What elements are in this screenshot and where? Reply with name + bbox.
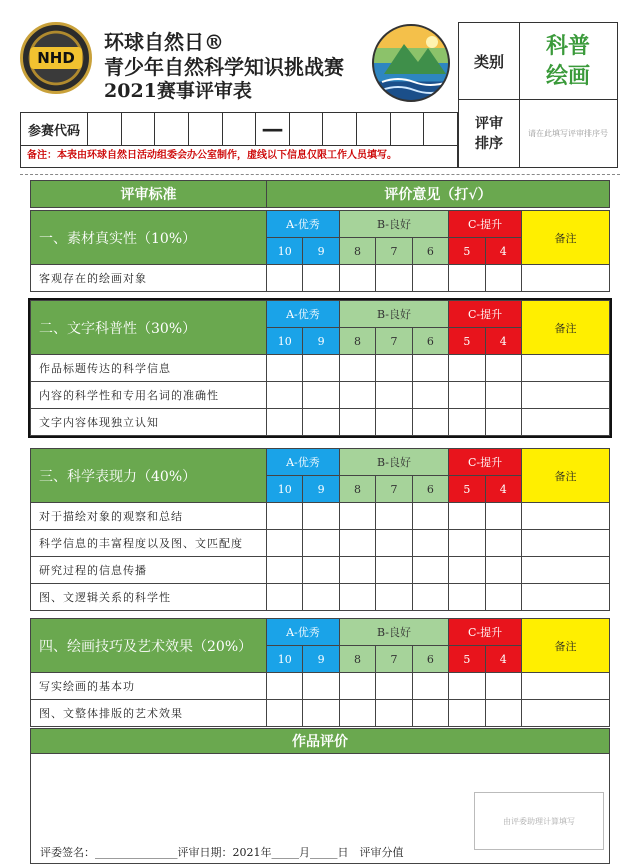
remark-cell[interactable]	[522, 409, 610, 436]
grade-c: C-提升	[449, 449, 522, 476]
criteria-row	[31, 355, 610, 382]
remark-cell[interactable]	[522, 355, 610, 382]
grade-a: A-优秀	[267, 449, 340, 476]
score-4: 4	[485, 328, 521, 355]
score-cell[interactable]	[485, 503, 521, 530]
score-5: 5	[449, 646, 485, 673]
score-cell[interactable]	[376, 673, 412, 700]
score-cell[interactable]	[339, 382, 375, 409]
criteria-item: 文字内容体现独立认知	[31, 409, 267, 436]
score-cell[interactable]	[485, 584, 521, 611]
criteria-item: 科学信息的丰富程度以及图、文匹配度	[31, 530, 267, 557]
score-cell[interactable]	[339, 409, 375, 436]
signature-line[interactable]: 评委签名：_______________评审日期：2021年_____月_____日 评审分值	[40, 846, 404, 859]
section-table	[30, 210, 610, 292]
remark-cell[interactable]	[522, 673, 610, 700]
score-cell[interactable]	[376, 700, 412, 727]
score-stamp-box: 由评委助理计算填写	[474, 792, 604, 850]
score-cell[interactable]	[303, 673, 339, 700]
score-8: 8	[339, 646, 375, 673]
criteria-row	[31, 584, 610, 611]
score-10: 10	[267, 238, 303, 265]
score-cell[interactable]	[267, 503, 303, 530]
score-cell[interactable]	[449, 355, 485, 382]
code-cell[interactable]	[424, 113, 457, 145]
score-cell[interactable]	[339, 530, 375, 557]
score-cell[interactable]	[485, 700, 521, 727]
rank-box	[458, 100, 618, 168]
score-cell[interactable]	[449, 557, 485, 584]
score-cell[interactable]	[412, 265, 448, 292]
score-cell[interactable]	[303, 503, 339, 530]
grade-a: A-优秀	[267, 619, 340, 646]
score-cell[interactable]	[412, 355, 448, 382]
criteria-row	[31, 557, 610, 584]
score-cell[interactable]	[303, 530, 339, 557]
staff-note: 备注：本表由环球自然日活动组委会办公室制作，虚线以下信息仅限工作人员填写。	[20, 146, 458, 168]
score-6: 6	[412, 646, 448, 673]
nature-emblem	[372, 24, 450, 102]
score-cell[interactable]	[267, 557, 303, 584]
score-cell[interactable]	[449, 503, 485, 530]
code-cell[interactable]	[155, 113, 189, 145]
criteria-row	[31, 673, 610, 700]
score-cell[interactable]	[376, 382, 412, 409]
score-cell[interactable]	[449, 265, 485, 292]
grade-c: C-提升	[449, 301, 522, 328]
category-label: 类别	[459, 23, 520, 99]
remark-cell[interactable]	[522, 530, 610, 557]
score-6: 6	[412, 238, 448, 265]
grade-b: B-良好	[339, 301, 448, 328]
grade-a: A-优秀	[267, 301, 340, 328]
grade-c: C-提升	[449, 619, 522, 646]
score-cell[interactable]	[485, 265, 521, 292]
criteria-row	[31, 382, 610, 409]
remark-header: 备注	[522, 301, 610, 355]
remark-header: 备注	[522, 449, 610, 503]
score-cell[interactable]	[412, 584, 448, 611]
score-cell[interactable]	[412, 673, 448, 700]
score-cell[interactable]	[485, 557, 521, 584]
score-cell[interactable]	[376, 265, 412, 292]
score-cell[interactable]	[449, 530, 485, 557]
title-line-3: 2021赛事评审表	[104, 80, 252, 102]
rank-label-line-1: 评审	[475, 115, 503, 132]
criteria-header: 评审标准	[31, 181, 267, 208]
score-cell[interactable]	[339, 673, 375, 700]
score-cell[interactable]	[449, 409, 485, 436]
score-7: 7	[376, 476, 412, 503]
score-cell[interactable]	[267, 265, 303, 292]
score-cell[interactable]	[449, 673, 485, 700]
evaluation-title: 作品评价	[30, 728, 610, 754]
logo-text: NHD	[30, 47, 82, 69]
entry-code-label: 参赛代码	[21, 113, 88, 145]
title-line-1: 环球自然日®	[104, 30, 224, 54]
score-9: 9	[303, 646, 339, 673]
score-cell[interactable]	[303, 584, 339, 611]
section-table	[30, 618, 610, 727]
score-cell[interactable]	[303, 355, 339, 382]
code-cell[interactable]	[391, 113, 425, 145]
category-line-1: 科普	[545, 33, 590, 59]
score-cell[interactable]	[376, 584, 412, 611]
grade-c: C-提升	[449, 211, 522, 238]
score-10: 10	[267, 476, 303, 503]
score-cell[interactable]	[412, 557, 448, 584]
section-title: 三、科学表现力（40%）	[31, 449, 267, 503]
score-cell[interactable]	[303, 382, 339, 409]
score-7: 7	[376, 328, 412, 355]
category-box	[458, 22, 618, 100]
score-8: 8	[339, 238, 375, 265]
score-7: 7	[376, 238, 412, 265]
score-cell[interactable]	[339, 584, 375, 611]
score-10: 10	[267, 646, 303, 673]
score-8: 8	[339, 328, 375, 355]
grade-b: B-良好	[339, 619, 448, 646]
score-4: 4	[485, 238, 521, 265]
criteria-row	[31, 409, 610, 436]
dashed-divider	[20, 174, 620, 175]
table-header	[30, 180, 610, 208]
score-cell[interactable]	[376, 530, 412, 557]
score-cell[interactable]	[376, 409, 412, 436]
rank-label	[459, 100, 520, 167]
score-cell[interactable]	[303, 700, 339, 727]
score-cell[interactable]	[376, 557, 412, 584]
score-9: 9	[303, 238, 339, 265]
score-cell[interactable]	[485, 355, 521, 382]
remark-header: 备注	[522, 619, 610, 673]
score-cell[interactable]	[303, 265, 339, 292]
opinion-header: 评价意见（打√）	[267, 181, 610, 208]
score-cell[interactable]	[412, 700, 448, 727]
criteria-item: 写实绘画的基本功	[31, 673, 267, 700]
remark-cell[interactable]	[522, 700, 610, 727]
score-5: 5	[449, 328, 485, 355]
score-cell[interactable]	[339, 700, 375, 727]
score-cell[interactable]	[376, 503, 412, 530]
code-cell[interactable]	[88, 113, 122, 145]
score-cell[interactable]	[303, 557, 339, 584]
grade-b: B-良好	[339, 449, 448, 476]
score-cell[interactable]	[267, 530, 303, 557]
score-cell[interactable]	[485, 673, 521, 700]
criteria-item: 图、文逻辑关系的科学性	[31, 584, 267, 611]
score-cell[interactable]	[449, 382, 485, 409]
score-cell[interactable]	[267, 355, 303, 382]
score-4: 4	[485, 646, 521, 673]
category-value	[519, 23, 617, 99]
title-line-2: 青少年自然科学知识挑战赛	[104, 55, 344, 79]
criteria-item: 图、文整体排版的艺术效果	[31, 700, 267, 727]
score-cell[interactable]	[339, 503, 375, 530]
remark-cell[interactable]	[522, 557, 610, 584]
criteria-item: 对于描绘对象的观察和总结	[31, 503, 267, 530]
score-cell[interactable]	[485, 409, 521, 436]
code-dash: —	[256, 113, 290, 145]
score-cell[interactable]	[412, 503, 448, 530]
category-line-2: 绘画	[545, 63, 590, 89]
score-cell[interactable]	[303, 409, 339, 436]
code-cell[interactable]	[290, 113, 324, 145]
section-table	[30, 448, 610, 611]
section-table	[30, 300, 610, 436]
score-cell[interactable]	[267, 700, 303, 727]
score-6: 6	[412, 328, 448, 355]
remark-cell[interactable]	[522, 265, 610, 292]
score-cell[interactable]	[267, 409, 303, 436]
criteria-item: 作品标题传达的科学信息	[31, 355, 267, 382]
score-cell[interactable]	[339, 557, 375, 584]
score-cell[interactable]	[267, 584, 303, 611]
score-cell[interactable]	[376, 355, 412, 382]
score-cell[interactable]	[339, 265, 375, 292]
score-cell[interactable]	[485, 530, 521, 557]
code-cell[interactable]	[223, 113, 257, 145]
score-cell[interactable]	[412, 530, 448, 557]
code-cell[interactable]	[357, 113, 391, 145]
score-5: 5	[449, 476, 485, 503]
remark-cell[interactable]	[522, 584, 610, 611]
rank-field[interactable]: 请在此填写评审排序号	[528, 129, 608, 138]
score-cell[interactable]	[449, 584, 485, 611]
criteria-row	[31, 530, 610, 557]
criteria-item: 内容的科学性和专用名词的准确性	[31, 382, 267, 409]
score-cell[interactable]	[412, 409, 448, 436]
criteria-item: 客观存在的绘画对象	[31, 265, 267, 292]
code-cell[interactable]	[189, 113, 223, 145]
score-cell[interactable]	[412, 382, 448, 409]
score-7: 7	[376, 646, 412, 673]
score-10: 10	[267, 328, 303, 355]
criteria-row	[31, 503, 610, 530]
score-6: 6	[412, 476, 448, 503]
score-5: 5	[449, 238, 485, 265]
criteria-item: 研究过程的信息传播	[31, 557, 267, 584]
nhd-logo	[20, 22, 92, 94]
score-8: 8	[339, 476, 375, 503]
criteria-row	[31, 700, 610, 727]
criteria-row	[31, 265, 610, 292]
remark-cell[interactable]	[522, 503, 610, 530]
rank-label-line-2: 排序	[475, 135, 503, 152]
section-title: 四、绘画技巧及艺术效果（20%）	[31, 619, 267, 673]
score-cell[interactable]	[449, 700, 485, 727]
score-9: 9	[303, 328, 339, 355]
score-cell[interactable]	[267, 673, 303, 700]
score-cell[interactable]	[339, 355, 375, 382]
grade-b: B-良好	[339, 211, 448, 238]
score-cell[interactable]	[485, 382, 521, 409]
score-9: 9	[303, 476, 339, 503]
score-cell[interactable]	[267, 382, 303, 409]
section-title: 二、文字科普性（30%）	[31, 301, 267, 355]
code-cell[interactable]	[323, 113, 357, 145]
remark-header: 备注	[522, 211, 610, 265]
entry-code-row	[20, 112, 458, 146]
grade-a: A-优秀	[267, 211, 340, 238]
code-cell[interactable]	[122, 113, 156, 145]
section-title: 一、素材真实性（10%）	[31, 211, 267, 265]
score-4: 4	[485, 476, 521, 503]
remark-cell[interactable]	[522, 382, 610, 409]
